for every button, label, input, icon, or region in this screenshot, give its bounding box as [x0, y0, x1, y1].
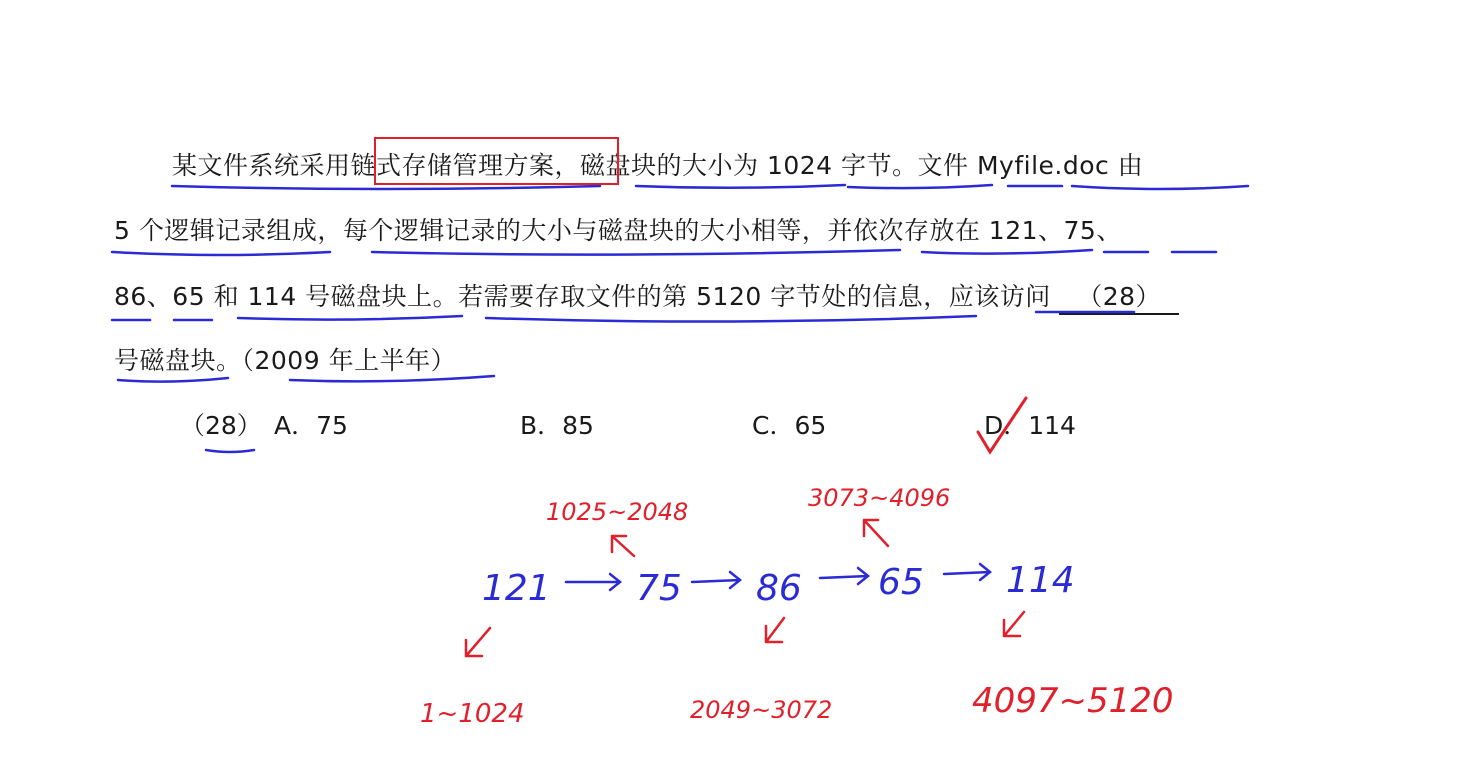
question-line-2: 5 个逻辑记录组成，每个逻辑记录的大小与磁盘块的大小相等，并依次存放在 121、75、	[114, 216, 1122, 245]
range-arrows	[466, 520, 1024, 656]
answer-options	[0, 406, 1467, 446]
underline	[206, 450, 254, 452]
chain-arrows	[566, 564, 990, 590]
arrow-icon	[766, 618, 784, 642]
underline	[922, 250, 1092, 254]
chain-block-65: 65	[878, 562, 924, 603]
underline	[172, 186, 600, 189]
chain-block-114: 114	[1006, 560, 1075, 601]
watermark	[1316, 18, 1456, 48]
question-line-1: 某文件系统采用链式存储管理方案，磁盘块的大小为 1024 字节。文件 Myfile.doc 由	[172, 151, 1144, 180]
arrow-right-icon	[692, 572, 740, 588]
range-75: 1025~2048	[546, 498, 689, 526]
range-121: 1~1024	[420, 699, 525, 729]
option-d: D．114	[984, 411, 1076, 440]
arrow-icon	[612, 536, 634, 556]
option-c: C．65	[752, 411, 827, 440]
underline	[372, 250, 900, 255]
underline	[1072, 186, 1248, 189]
option-b: B．85	[520, 411, 594, 440]
arrow-icon	[864, 520, 888, 546]
underline	[486, 316, 976, 322]
arrow-right-icon	[566, 574, 620, 590]
answer-blank: （28）	[1059, 277, 1179, 315]
range-86: 2049~3072	[690, 696, 833, 724]
question-line-3	[114, 277, 1179, 315]
arrow-right-icon	[820, 568, 868, 584]
chain-block-86: 86	[756, 568, 802, 609]
underline	[118, 378, 228, 382]
block-chain	[482, 560, 1075, 609]
chain-block-121: 121	[482, 568, 551, 609]
arrow-right-icon	[944, 564, 990, 580]
arrow-icon	[1004, 612, 1024, 636]
range-114: 4097~5120	[972, 681, 1174, 721]
byte-ranges	[420, 484, 1174, 729]
underline	[636, 185, 845, 188]
chain-block-75: 75	[636, 568, 682, 609]
underline	[238, 316, 462, 320]
question-number: （28）	[180, 411, 262, 440]
question-line-4: 号磁盘块。（2009 年上半年）	[114, 346, 457, 375]
arrow-icon	[466, 628, 490, 656]
question-line-3-text: 86、65 和 114 号磁盘块上。若需要存取文件的第 5120 字节处的信息，应该访问	[114, 282, 1051, 311]
option-a: A．75	[274, 411, 348, 440]
range-65: 3073~4096	[808, 484, 951, 512]
underline	[112, 252, 330, 255]
underline	[848, 185, 992, 188]
